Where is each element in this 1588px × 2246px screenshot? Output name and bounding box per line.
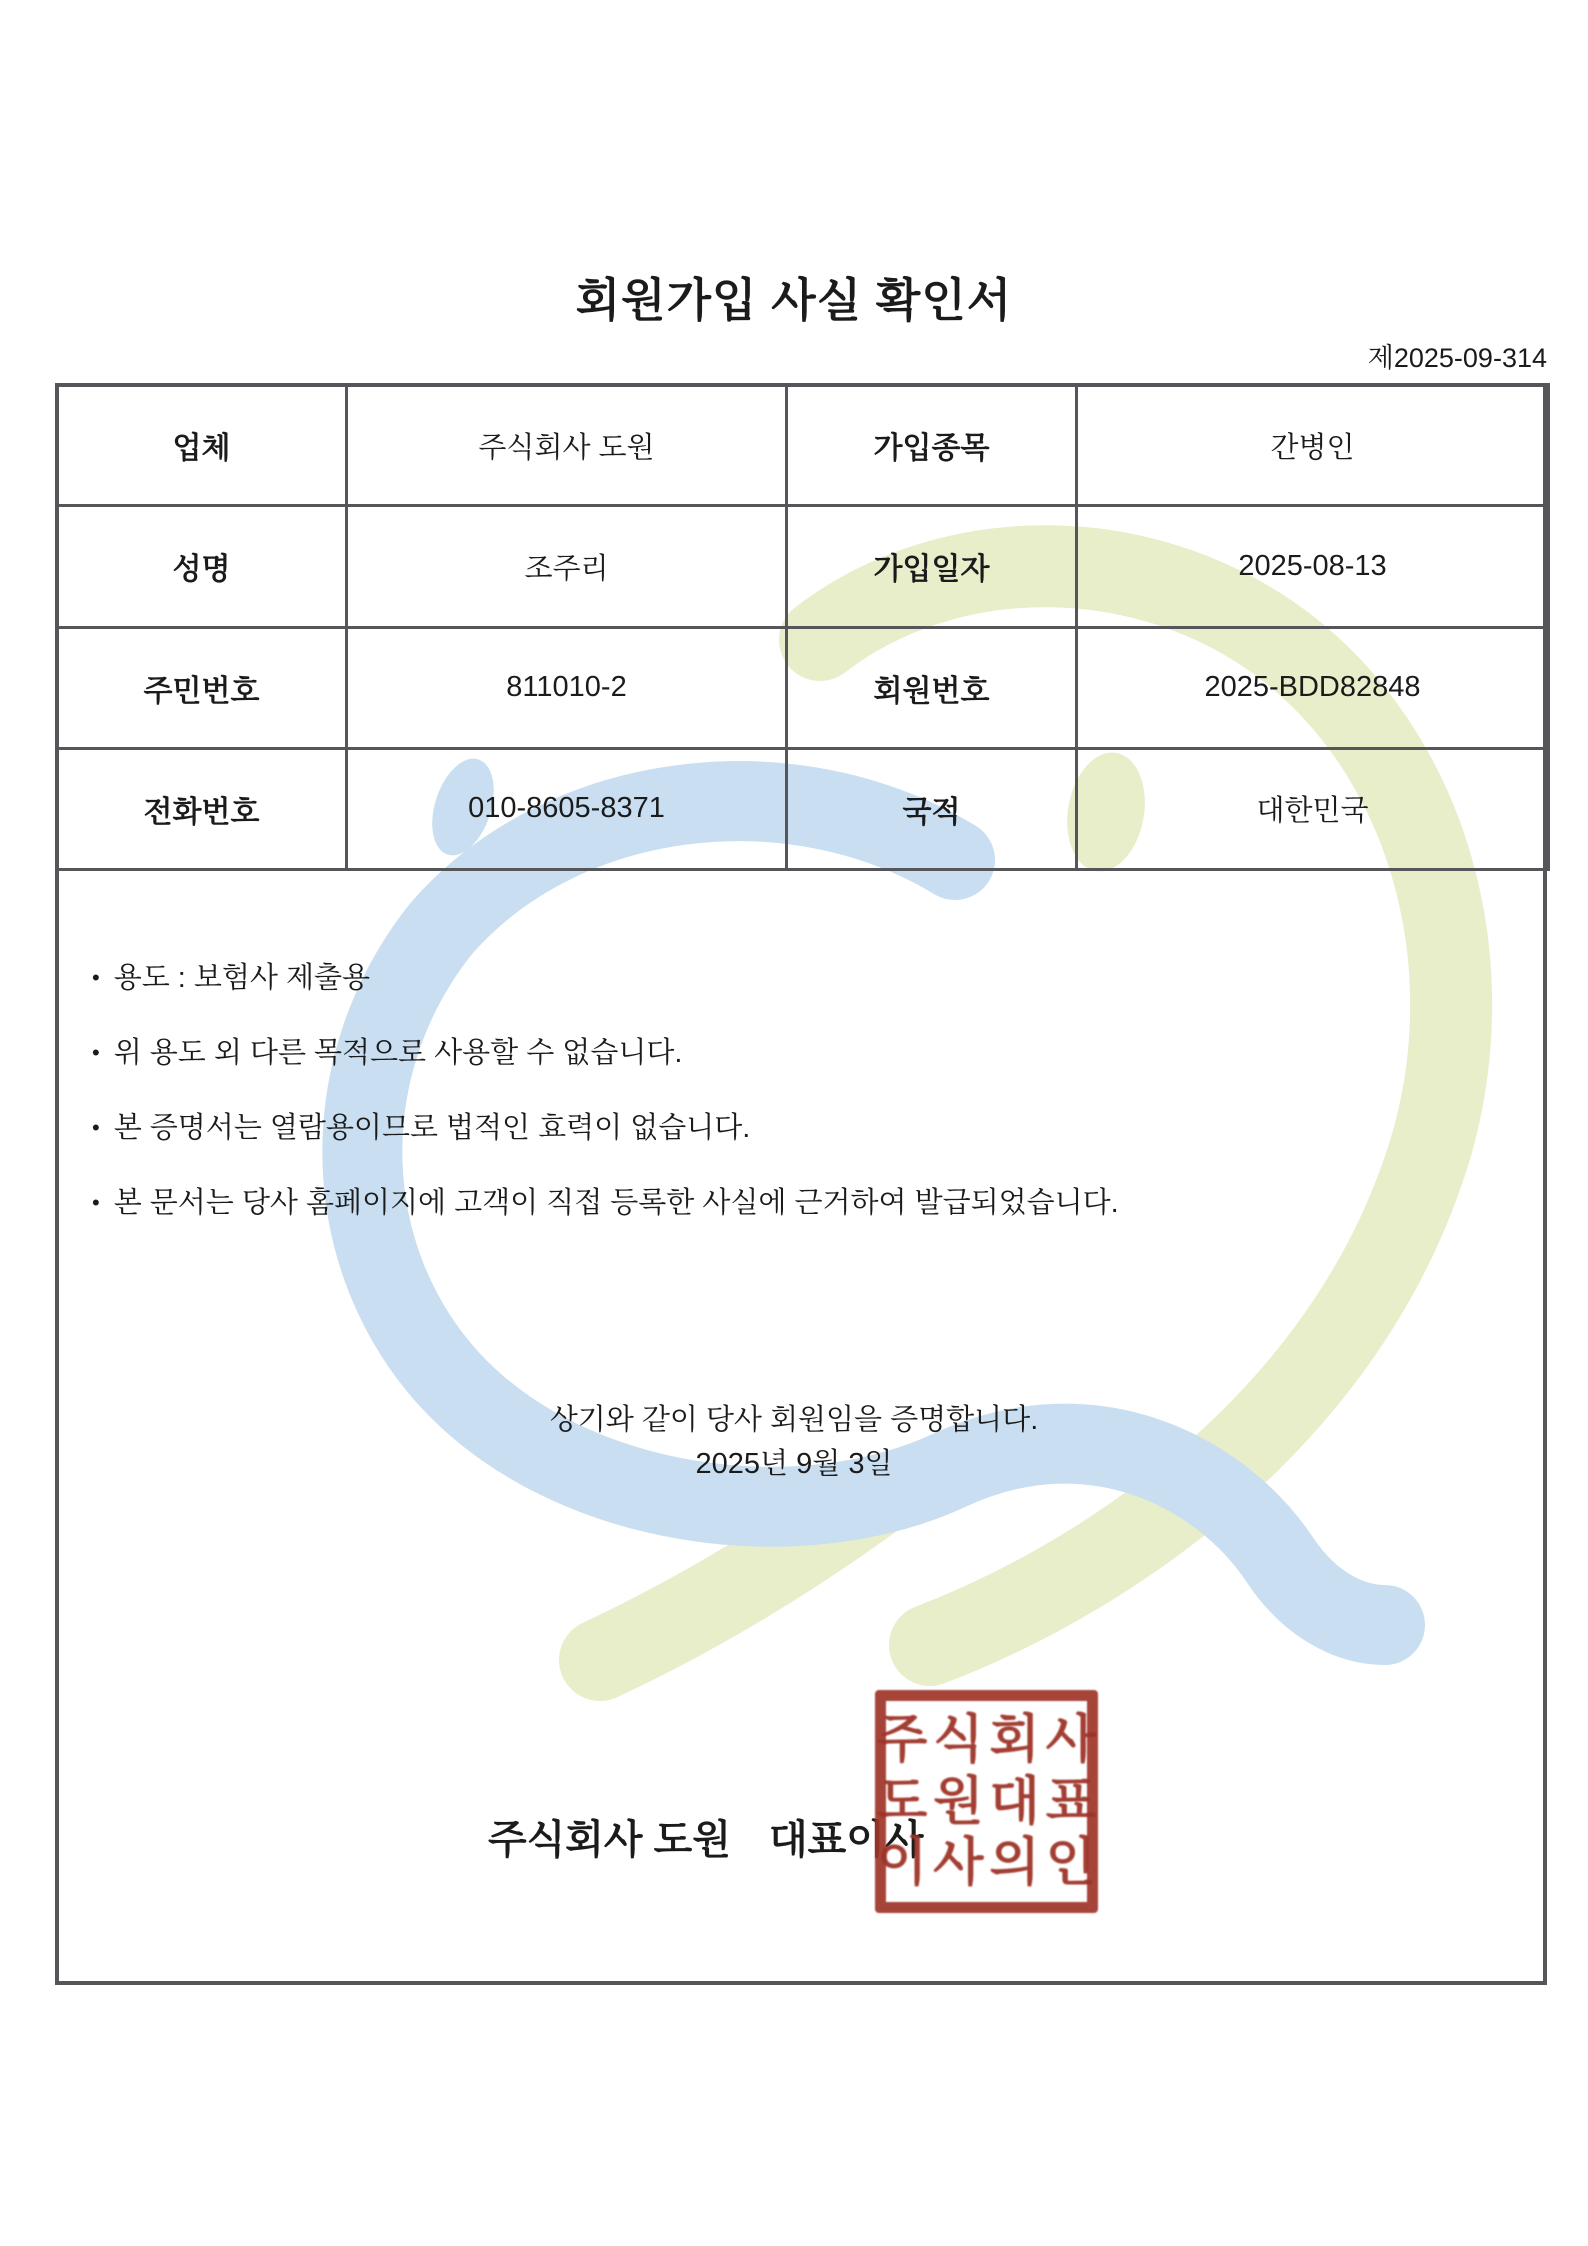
signer-title: 대표이사 [768, 1818, 924, 1862]
notes-list [92, 962, 1119, 1262]
seal-line-1: 주식회사 [877, 1711, 1102, 1770]
page-title: 회원가입 사실 확인서 [575, 274, 1013, 326]
note-source: • 본 문서는 당사 홈페이지에 고객이 직접 등록한 사실에 근거하여 발급되었습니다. [92, 1187, 1119, 1219]
label-nationality: 국적 [787, 748, 1077, 869]
value-join-date: 2025-08-13 [1077, 506, 1549, 627]
table-row [57, 748, 1549, 869]
seal-line-2: 도원대표 [877, 1772, 1102, 1831]
value-company: 주식회사 도원 [347, 385, 787, 506]
label-resident-no: 주민번호 [57, 627, 347, 748]
value-name: 조주리 [347, 506, 787, 627]
label-phone: 전화번호 [57, 748, 347, 869]
seal-line-3: 이사의인 [877, 1833, 1102, 1892]
corporate-seal-stamp [875, 1690, 1102, 1913]
value-resident-no: 811010-2 [347, 627, 787, 748]
value-join-category: 간병인 [1077, 385, 1549, 506]
table-row [57, 627, 1549, 748]
label-name: 성명 [57, 506, 347, 627]
label-member-no: 회원번호 [787, 627, 1077, 748]
label-company: 업체 [57, 385, 347, 506]
value-nationality: 대한민국 [1077, 748, 1549, 869]
statement-line: 상기와 같이 당사 회원임을 증명합니다. [549, 1404, 1039, 1436]
document-number: 제2025-09-314 [1367, 343, 1547, 373]
issue-date: 2025년 9월 3일 [695, 1448, 893, 1480]
certification-statement [0, 1398, 1588, 1486]
member-info-table [55, 383, 1550, 871]
value-phone: 010-8605-8371 [347, 748, 787, 869]
table-row [57, 506, 1549, 627]
value-member-no: 2025-BDD82848 [1077, 627, 1549, 748]
label-join-category: 가입종목 [787, 385, 1077, 506]
note-usage: • 용도 : 보험사 제출용 [92, 962, 1119, 994]
label-join-date: 가입일자 [787, 506, 1077, 627]
company-name: 주식회사 도원 [488, 1818, 731, 1862]
note-restriction: • 위 용도 외 다른 목적으로 사용할 수 없습니다. [92, 1037, 1119, 1069]
table-row [57, 385, 1549, 506]
note-no-legal: • 본 증명서는 열람용이므로 법적인 효력이 없습니다. [92, 1112, 1119, 1144]
signature-line [488, 1808, 924, 1865]
